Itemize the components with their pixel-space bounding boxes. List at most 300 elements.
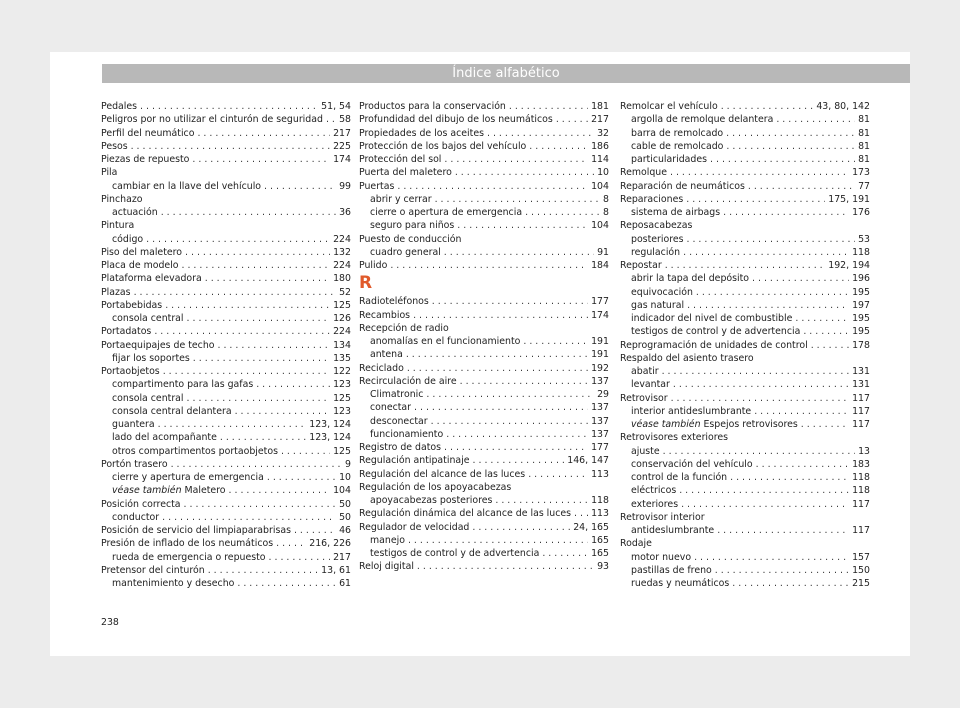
dot-leader xyxy=(730,471,849,484)
entry-term: Protección del sol xyxy=(359,154,442,165)
dot-leader xyxy=(154,325,330,338)
dot-leader xyxy=(218,339,331,352)
entry-pages: 51, 54 xyxy=(321,101,351,112)
dot-leader xyxy=(670,166,849,179)
dot-leader xyxy=(140,100,318,113)
entry-term: levantar xyxy=(631,379,670,391)
index-entry xyxy=(359,153,609,166)
index-entry xyxy=(101,100,351,113)
entry-term: Posición de servicio del limpiaparabrisas xyxy=(101,525,291,536)
entry-pages: 61 xyxy=(339,578,351,589)
entry-pages: 173 xyxy=(852,167,870,179)
entry-term: Reparaciones xyxy=(620,193,684,205)
entry-pages: 224 xyxy=(333,326,351,338)
index-entry xyxy=(359,100,609,113)
entry-term: Remolcar el vehículo xyxy=(620,101,718,112)
index-subentry xyxy=(101,392,351,405)
entry-term: Recambios xyxy=(359,309,411,321)
dot-leader xyxy=(732,577,849,590)
entry-pages: 32 xyxy=(597,127,609,139)
entry-term: Regulador de velocidad xyxy=(359,521,470,533)
entry-term: seguro para niños xyxy=(370,220,455,232)
entry-term: Pesos xyxy=(101,140,128,152)
entry-term: motor nuevo xyxy=(631,551,692,563)
entry-term: argolla de remolque delantera xyxy=(631,114,774,126)
entry-pages: 137 xyxy=(591,415,609,427)
index-entry xyxy=(359,560,609,573)
page-header-title: Índice alfabético xyxy=(452,66,560,81)
entry-pages: 174 xyxy=(591,309,609,321)
entry-term: conductor xyxy=(112,511,160,523)
index-entry xyxy=(359,295,609,308)
entry-term: código xyxy=(112,233,144,245)
index-entry xyxy=(359,233,609,246)
index-subentry xyxy=(620,445,870,458)
dot-leader xyxy=(525,206,600,219)
index-subentry xyxy=(359,547,609,560)
dot-leader xyxy=(208,564,318,577)
entry-pages: 191 xyxy=(591,349,609,361)
entry-term: Pila xyxy=(101,167,118,179)
dot-leader xyxy=(756,458,849,471)
entry-pages: 50 xyxy=(339,498,351,510)
entry-pages: 113 xyxy=(591,508,609,520)
entry-term: Recepción de radio xyxy=(359,322,449,334)
dot-leader xyxy=(182,259,331,272)
entry-pages: 132 xyxy=(333,246,351,258)
dot-leader xyxy=(205,272,330,285)
entry-term: Plazas xyxy=(101,286,131,298)
entry-term: Climatronic xyxy=(370,389,424,400)
dot-leader xyxy=(197,127,330,140)
index-entry xyxy=(101,537,351,550)
entry-term: Placa de modelo xyxy=(101,260,179,271)
entry-term: ajuste xyxy=(631,445,660,457)
index-entry xyxy=(359,521,609,534)
entry-term: Reposacabezas xyxy=(620,220,693,232)
entry-term: Retrovisor xyxy=(620,392,668,404)
entry-pages: 146, 147 xyxy=(567,455,609,467)
index-subentry xyxy=(359,388,609,401)
entry-pages: 36 xyxy=(339,207,351,218)
entry-pages: 186 xyxy=(591,140,609,152)
index-entry xyxy=(620,100,870,113)
index-subentry xyxy=(359,193,609,206)
entry-term: Peligros por no utilizar el cinturón de seguridad xyxy=(101,114,323,126)
entry-term: Pinchazo xyxy=(101,193,143,205)
entry-pages: 24, 165 xyxy=(573,521,609,533)
dot-leader xyxy=(687,299,849,312)
entry-pages: 122 xyxy=(333,366,351,377)
entry-pages: 118 xyxy=(852,472,870,483)
index-entry xyxy=(101,193,351,206)
index-subentry xyxy=(620,325,870,338)
entry-pages: 131 xyxy=(852,379,870,391)
entry-term: lado del acompañante xyxy=(112,432,217,444)
entry-pages: 178 xyxy=(852,339,870,351)
index-entry xyxy=(620,339,870,352)
entry-term: Portabebidas xyxy=(101,299,163,311)
dot-leader xyxy=(723,206,849,219)
entry-pages: 176 xyxy=(852,207,870,218)
entry-pages: 137 xyxy=(591,375,609,387)
entry-term xyxy=(631,418,798,431)
entry-pages: 184 xyxy=(591,260,609,271)
entry-pages: 150 xyxy=(852,564,870,576)
entry-pages: 13, 61 xyxy=(321,564,351,576)
index-entry xyxy=(359,113,609,126)
entry-term: antideslumbrante xyxy=(631,525,715,536)
index-entry xyxy=(101,219,351,232)
entry-pages: 93 xyxy=(597,561,609,573)
index-subentry xyxy=(620,524,870,537)
entry-term: Piso del maletero xyxy=(101,246,183,258)
index-entry xyxy=(620,352,870,365)
index-entry xyxy=(101,153,351,166)
entry-term: testigos de control y de advertencia xyxy=(631,326,801,338)
index-subentry xyxy=(101,180,351,193)
entry-pages: 224 xyxy=(333,233,351,245)
entry-pages: 13 xyxy=(858,445,870,457)
see-also-term: Maletero xyxy=(184,485,226,497)
index-subentry xyxy=(620,246,870,259)
index-subentry xyxy=(101,352,351,365)
dot-leader xyxy=(165,299,330,312)
entry-pages: 9 xyxy=(345,458,351,470)
index-entry xyxy=(101,524,351,537)
entry-term: Productos para la conservación xyxy=(359,101,506,112)
dot-leader xyxy=(229,484,331,497)
index-entry xyxy=(359,309,609,322)
index-column-2 xyxy=(359,100,609,574)
dot-leader xyxy=(281,445,330,458)
dot-leader xyxy=(326,113,336,126)
index-subentry xyxy=(359,428,609,441)
entry-pages: 99 xyxy=(339,180,351,192)
entry-pages: 196 xyxy=(852,273,870,285)
index-subentry xyxy=(620,365,870,378)
entry-term: Pulido xyxy=(359,260,388,271)
entry-term: antena xyxy=(370,349,403,361)
entry-pages: 10 xyxy=(597,167,609,179)
index-entry xyxy=(101,339,351,352)
entry-pages: 183 xyxy=(852,458,870,470)
dot-leader xyxy=(673,378,849,391)
index-entry xyxy=(620,537,870,550)
entry-term: abrir y cerrar xyxy=(370,193,432,205)
index-subentry xyxy=(359,415,609,428)
entry-term: guantera xyxy=(112,419,155,430)
entry-term: Regulación del alcance de las luces xyxy=(359,468,526,480)
entry-pages: 118 xyxy=(852,246,870,258)
dot-leader xyxy=(184,498,337,511)
index-subentry xyxy=(359,206,609,219)
dot-leader xyxy=(801,418,849,431)
dot-leader xyxy=(267,471,336,484)
entry-term: apoyacabezas posteriores xyxy=(370,495,493,506)
dot-leader xyxy=(509,100,588,113)
dot-leader xyxy=(694,551,849,564)
dot-leader xyxy=(686,193,825,206)
index-entry xyxy=(101,325,351,338)
index-subentry xyxy=(620,233,870,246)
entry-term: Radioteléfonos xyxy=(359,296,429,308)
section-letter: R xyxy=(359,273,373,294)
entry-term: consola central xyxy=(112,392,184,404)
entry-term: control de la función xyxy=(631,472,728,483)
entry-pages: 217 xyxy=(333,551,351,563)
entry-term: compartimento para las gafas xyxy=(112,379,254,391)
entry-pages: 10 xyxy=(339,472,351,483)
entry-pages: 125 xyxy=(333,299,351,311)
entry-term: interior antideslumbrante xyxy=(631,405,752,417)
entry-pages: 174 xyxy=(333,154,351,165)
entry-term: funcionamiento xyxy=(370,428,444,440)
index-entry xyxy=(359,468,609,481)
entry-term: Repostar xyxy=(620,260,662,271)
index-entry xyxy=(101,299,351,312)
entry-pages: 225 xyxy=(333,140,351,152)
dot-leader xyxy=(192,153,330,166)
entry-term: Portaequipajes de techo xyxy=(101,339,215,351)
entry-pages: 181 xyxy=(591,101,609,112)
entry-term: Recirculación de aire xyxy=(359,375,457,387)
entry-pages: 114 xyxy=(591,154,609,165)
index-entry xyxy=(620,219,870,232)
entry-pages: 134 xyxy=(333,339,351,351)
dot-leader xyxy=(671,392,850,405)
dot-leader xyxy=(237,577,336,590)
entry-pages: 118 xyxy=(591,495,609,506)
dot-leader xyxy=(444,246,594,259)
index-entry xyxy=(620,392,870,405)
index-entry xyxy=(359,259,609,272)
entry-term: Regulación dinámica del alcance de las luces xyxy=(359,508,572,520)
index-subentry xyxy=(359,219,609,232)
entry-pages: 137 xyxy=(591,428,609,440)
entry-term: Rodaje xyxy=(620,538,652,550)
entry-pages: 123, 124 xyxy=(309,432,351,444)
index-column-3 xyxy=(620,100,870,590)
index-entry xyxy=(359,507,609,520)
dot-leader xyxy=(413,309,588,322)
entry-term: sistema de airbags xyxy=(631,207,721,218)
index-entry xyxy=(359,481,609,494)
entry-term: Pedales xyxy=(101,101,138,112)
index-subentry xyxy=(101,551,351,564)
index-entry xyxy=(620,193,870,206)
dot-leader xyxy=(220,431,306,444)
entry-pages: 117 xyxy=(852,525,870,536)
entry-pages: 180 xyxy=(333,273,351,285)
index-subentry xyxy=(620,113,870,126)
index-entry xyxy=(359,322,609,335)
dot-leader xyxy=(264,180,336,193)
index-subentry xyxy=(620,272,870,285)
index-entry xyxy=(101,272,351,285)
index-subentry xyxy=(620,153,870,166)
dot-leader xyxy=(528,468,588,481)
index-subentry xyxy=(620,127,870,140)
entry-term: cambiar en la llave del vehículo xyxy=(112,180,262,192)
entry-term: Respaldo del asiento trasero xyxy=(620,352,754,364)
dot-leader xyxy=(417,560,594,573)
index-subentry xyxy=(101,445,351,458)
entry-pages: 131 xyxy=(852,366,870,377)
dot-leader xyxy=(754,405,849,418)
dot-leader xyxy=(487,127,594,140)
dot-leader xyxy=(715,564,849,577)
entry-pages: 104 xyxy=(591,220,609,232)
index-subentry xyxy=(101,431,351,444)
entry-term: cierre o apertura de emergencia xyxy=(370,207,523,218)
entry-term: rueda de emergencia o repuesto xyxy=(112,551,266,563)
entry-term: barra de remolcado xyxy=(631,127,724,139)
entry-pages: 217 xyxy=(591,114,609,126)
dot-leader xyxy=(193,352,330,365)
dot-leader xyxy=(407,362,588,375)
entry-pages: 81 xyxy=(858,114,870,126)
entry-pages: 192 xyxy=(591,362,609,374)
dot-leader xyxy=(161,206,336,219)
entry-term: conectar xyxy=(370,402,412,414)
dot-leader xyxy=(726,127,855,140)
dot-leader xyxy=(426,388,594,401)
entry-pages: 46 xyxy=(339,525,351,536)
dot-leader xyxy=(556,113,588,126)
dot-leader xyxy=(276,537,306,550)
index-entry xyxy=(359,375,609,388)
page-number: 238 xyxy=(101,617,119,628)
dot-leader xyxy=(134,286,337,299)
dot-leader xyxy=(435,193,600,206)
index-entry xyxy=(101,127,351,140)
entry-pages: 195 xyxy=(852,313,870,324)
entry-term: exteriores xyxy=(631,498,679,510)
entry-pages: 58 xyxy=(339,114,351,126)
entry-term: Posición correcta xyxy=(101,498,181,510)
entry-pages: 52 xyxy=(339,286,351,298)
entry-term: Pretensor del cinturón xyxy=(101,564,205,576)
index-entry xyxy=(620,180,870,193)
dot-leader xyxy=(776,113,855,126)
index-subentry xyxy=(620,484,870,497)
dot-leader xyxy=(795,312,849,325)
entry-term: otros compartimentos portaobjetos xyxy=(112,445,278,457)
index-subentry xyxy=(359,494,609,507)
entry-term: eléctricos xyxy=(631,485,677,497)
index-entry xyxy=(620,166,870,179)
dot-leader xyxy=(529,140,588,153)
entry-pages: 197 xyxy=(852,299,870,311)
index-subentry xyxy=(620,564,870,577)
entry-pages: 91 xyxy=(597,246,609,258)
index-subentry xyxy=(620,405,870,418)
entry-term: consola central xyxy=(112,313,184,324)
entry-term: manejo xyxy=(370,534,405,546)
entry-term xyxy=(112,484,226,497)
entry-pages: 123 xyxy=(333,405,351,417)
entry-pages: 125 xyxy=(333,445,351,457)
entry-term: abrir la tapa del depósito xyxy=(631,273,750,285)
dot-leader xyxy=(158,418,307,431)
index-entry xyxy=(101,498,351,511)
dot-leader xyxy=(162,511,336,524)
index-subentry xyxy=(620,312,870,325)
entry-term: equivocación xyxy=(631,286,693,298)
index-subentry xyxy=(359,335,609,348)
entry-pages: 195 xyxy=(852,286,870,298)
entry-term: cierre y apertura de emergencia xyxy=(112,472,264,483)
entry-term: particularidades xyxy=(631,154,708,165)
see-also-label: véase también xyxy=(112,485,182,497)
entry-term: Reciclado xyxy=(359,362,404,374)
dot-leader xyxy=(146,233,330,246)
entry-term: Reprogramación de unidades de control xyxy=(620,339,808,351)
entry-pages: 192, 194 xyxy=(828,260,870,271)
entry-term: anomalías en el funcionamiento xyxy=(370,336,521,347)
dot-leader xyxy=(710,153,855,166)
entry-term: Perfil del neumático xyxy=(101,127,195,139)
dot-leader xyxy=(460,375,588,388)
index-entry xyxy=(101,140,351,153)
index-subentry xyxy=(620,458,870,471)
entry-term: Retrovisor interior xyxy=(620,511,705,523)
dot-leader xyxy=(662,365,850,378)
index-subentry xyxy=(101,233,351,246)
dot-leader xyxy=(495,494,588,507)
index-subentry xyxy=(101,405,351,418)
dot-leader xyxy=(163,365,330,378)
entry-term: abatir xyxy=(631,366,659,377)
entry-pages: 8 xyxy=(603,207,609,218)
index-subentry xyxy=(620,140,870,153)
entry-pages: 165 xyxy=(591,534,609,546)
entry-pages: 215 xyxy=(852,578,870,589)
index-subentry xyxy=(620,206,870,219)
dot-leader xyxy=(803,325,849,338)
index-entry xyxy=(101,286,351,299)
entry-pages: 126 xyxy=(333,313,351,324)
entry-term: cuadro general xyxy=(370,246,441,258)
entry-term: Puertas xyxy=(359,180,395,192)
index-entry xyxy=(359,127,609,140)
entry-pages: 137 xyxy=(591,402,609,414)
dot-leader xyxy=(717,524,849,537)
entry-term: actuación xyxy=(112,207,158,218)
entry-term: conservación del vehículo xyxy=(631,458,753,470)
index-subentry xyxy=(101,484,351,497)
index-subentry xyxy=(101,418,351,431)
dot-leader xyxy=(432,295,588,308)
entry-term: Pintura xyxy=(101,220,135,232)
entry-term: Presión de inflado de los neumáticos xyxy=(101,538,274,550)
dot-leader xyxy=(235,405,331,418)
dot-leader xyxy=(681,498,849,511)
entry-pages: 123 xyxy=(333,379,351,391)
entry-term: Plataforma elevadora xyxy=(101,273,202,285)
index-subentry xyxy=(620,471,870,484)
dot-leader xyxy=(431,415,588,428)
entry-pages: 81 xyxy=(858,127,870,139)
index-subentry xyxy=(620,577,870,590)
dot-leader xyxy=(414,401,588,414)
entry-pages: 157 xyxy=(852,551,870,563)
dot-leader xyxy=(294,524,336,537)
entry-pages: 224 xyxy=(333,260,351,271)
index-entry xyxy=(359,166,609,179)
dot-leader xyxy=(683,246,849,259)
